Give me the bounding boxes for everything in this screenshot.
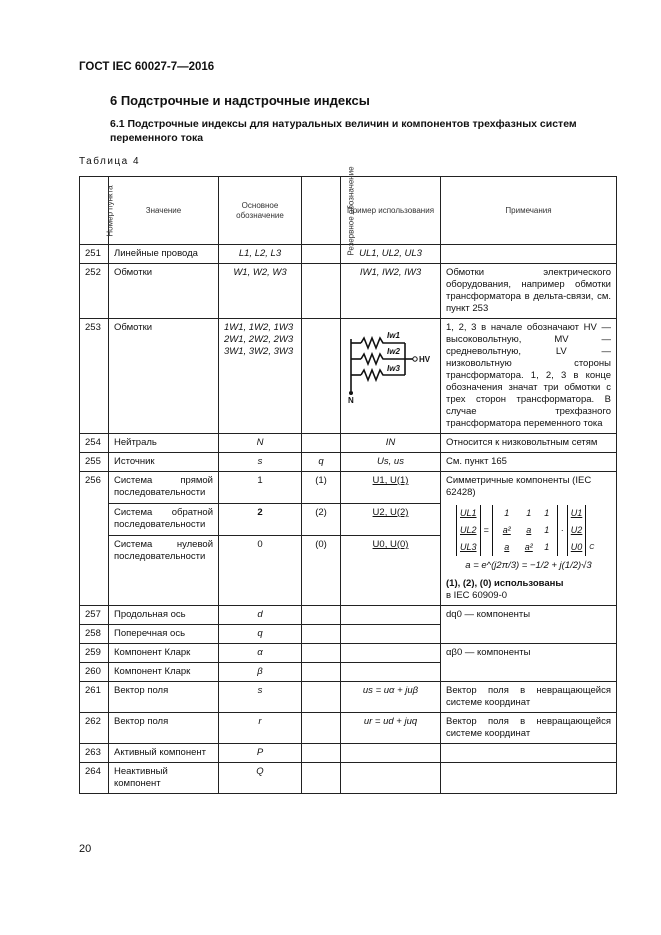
table-row: 261 Вектор поля s us = uα + juβ Вектор поля в невращающейся системе координат bbox=[80, 682, 617, 713]
table-row: Система нулевой последовательности 0 (0) U0, U(0) bbox=[80, 536, 617, 606]
header-notes: Примечания bbox=[441, 177, 617, 245]
diagram-label-n: N bbox=[348, 396, 354, 405]
page-number: 20 bbox=[79, 843, 92, 855]
header-basic: Основное обозначение bbox=[219, 177, 302, 245]
subsection-title: 6.1 Подстрочные индексы для натуральных величин и компонентов трехфазных систем переменного тока bbox=[110, 118, 577, 144]
table-row: 259 Компонент Кларк α αβ0 — компоненты bbox=[80, 644, 617, 663]
header-num: Номер пункта bbox=[80, 177, 109, 245]
table-row: 256 Система прямой последовательности 1 (1) U1, U(1) Симметричные компоненты (IEC 62428) UL1 UL2 UL3 = 1 1 1 a² a 1 a a² 1 · U1 U2 U0 $_C$ a = e^(j2π/3) = −1/2 + j(1/2)√3 (1), (2), (0) использованы в IEC 60909-0 bbox=[80, 472, 617, 504]
document-header: ГОСТ IEC 60027-7—2016 bbox=[79, 61, 215, 73]
formula: a = e^(j2π/3) = −1/2 + j(1/2)√3 bbox=[465, 560, 592, 571]
table-row: 251 Линейные провода L1, L2, L3 UL1, UL2, UL3 bbox=[80, 245, 617, 264]
table-row: 254 Нейтраль N IN Относится к низковольтным сетям bbox=[80, 434, 617, 453]
diagram-label-i3: Iw3 bbox=[387, 364, 400, 373]
table-row: 260 Компонент Кларк β bbox=[80, 663, 617, 682]
header-example: Пример использования bbox=[341, 177, 441, 245]
winding-diagram bbox=[343, 323, 437, 405]
table-header-row bbox=[80, 177, 617, 245]
section-title: 6 Подстрочные и надстрочные индексы bbox=[110, 93, 370, 108]
header-reserve: Резервное обозначение bbox=[302, 177, 341, 245]
table-row: 257 Продольная ось d dq0 — компоненты bbox=[80, 606, 617, 625]
diagram-label-i1: Iw1 bbox=[387, 331, 400, 340]
data-table bbox=[79, 165, 617, 794]
table-row: Система обратной последовательности 2 (2) U2, U(2) bbox=[80, 504, 617, 536]
table-row: 262 Вектор поля r ur = ud + juq Вектор поля в невращающейся системе координат bbox=[80, 713, 617, 744]
table-caption: Таблица 4 bbox=[79, 156, 141, 167]
table-row: 258 Поперечная ось q bbox=[80, 625, 617, 644]
diagram-label-hv: HV bbox=[419, 355, 431, 364]
table-row: 263 Активный компонент P bbox=[80, 744, 617, 763]
table-row: 252 Обмотки W1, W2, W3 IW1, IW2, IW3 Обмотки электрического оборудования, например обмотки трансформатора в дельта-связи, см. пункт 253 bbox=[80, 264, 617, 319]
diagram-label-i2: Iw2 bbox=[387, 347, 400, 356]
table-row: 255 Источник s q Us, us См. пункт 165 bbox=[80, 453, 617, 472]
header-meaning: Значение bbox=[109, 177, 219, 245]
table-row: 264 Неактивный компонент Q bbox=[80, 763, 617, 794]
symmetric-matrix: UL1 UL2 UL3 = 1 1 1 a² a 1 a a² 1 · U1 U2 U0 $_C$ bbox=[456, 505, 611, 556]
table-row: 253 Обмотки 1W1, 1W2, 1W3 2W1, 2W2, 2W3 3W1, 3W2, 3W3 Iw1 Iw2 Iw3 HV N 1, 2, 3 в начале обозначают HV — высоковольтную, MV — средневольтную, LV — низковольтную стороны трансформатора. 1, 2, 3 в конце обозначения значат три обмотки с трех сторон трансформатора. В случае трехфазного трансформатора переменного тока bbox=[80, 319, 617, 434]
